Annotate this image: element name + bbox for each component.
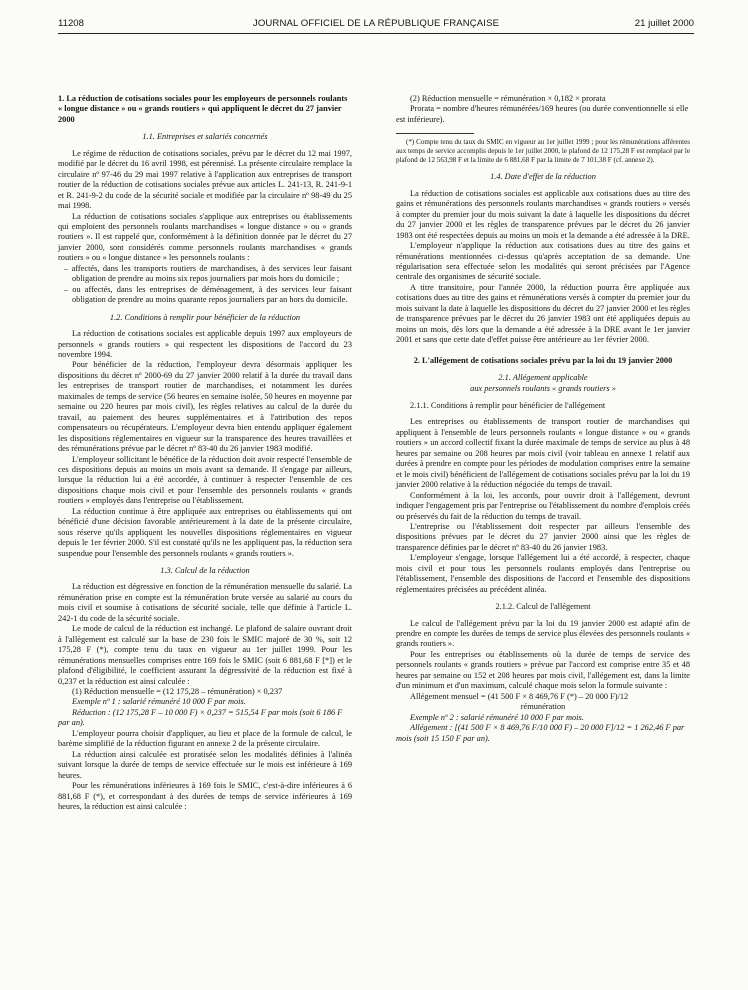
paragraph: L'employeur n'applique la réduction aux cotisations dues au titre des gains et rémunérations mentionnées ci-dessus qu'après acceptation de sa demande. Une régularisation sera effectuée selon les modalités qui seront précisées par l'Agence centrale des organismes de sécurité sociale. [396, 241, 690, 282]
list-item: – affectés, dans les transports routiers de marchandises, à des services leur faisant obligation de prendre au moins six repos journaliers par mois hors du domicile ; [64, 263, 352, 284]
paragraph: La réduction est dégressive en fonction de la rémunération mensuelle du salarié. La rémunération prise en compte est la rémunération brute versée au salarié au cours du mois civil et soumise à cotisations de sécurité sociale, telle que définie à l'article L. 242-1 du code de la sécurité sociale. [58, 582, 352, 623]
paragraph: Pour bénéficier de la réduction, l'employeur devra désormais appliquer les dispositions du décret nº 2000-69 du 27 janvier 2000 relatif à la durée du travail dans les entreprises de transport routier de marchandises, et notamment les durées maximales de temps de service (56 heures en semaine isolée, 50 heures en moyenne par semaine ou 220 heures par mois civil), les règles relatives au calcul de la durée du travail, au paiement des heures supplémentaires et à l'attribution des repos compensateurs ou récupérateurs. L'employeur devra bien entendu appliquer également les dispositions réglementaires en vigueur sur la transparence des heures travaillées et des rémunérations prévue par le décret nº 83-40 du 26 janvier 1983 modifié. [58, 360, 352, 454]
paragraph: L'employeur pourra choisir d'appliquer, au lieu et place de la formule de calcul, le barème simplifié de la réduction figurant en annexe 2 de la présente circulaire. [58, 728, 352, 749]
paragraph: Le régime de réduction de cotisations sociales, prévu par le décret du 12 mai 1997, modifié par le décret du 16 avril 1998, est pérennisé. La présente circulaire remplace la circulaire nº 97-46 du 29 mai 1997 relative à l'application aux entreprises de transport routier de la réduction de cotisations sociales prévue aux articles L. 241-13, R. 241-9-1 et R. 241-9-2 du code de la sécurité sociale et modifiée par la circulaire nº 98-49 du 25 mai 1998. [58, 148, 352, 211]
section-2-1-1-title: 2.1.1. Conditions à remplir pour bénéficier de l'allégement [410, 400, 606, 410]
page-header [58, 18, 694, 32]
paragraph: Le calcul de l'allégement prévu par la loi du 19 janvier 2000 est adapté afin de prendre en compte les durées de temps de service plus élevées des personnels roulants « grands routiers ». [396, 618, 690, 649]
paragraph: Les entreprises ou établissements de transport routier de marchandises qui appliquent à l'ensemble de leurs personnels roulants « longue distance » ou « grands routiers » un accord collectif fixant la durée maximale de temps de service au plus à 48 heures par semaine ou 208 heures par mois civil (voir tableau en annexe 1 relatif aux durées à prendre en compte pour les périodes de modulation comprises entre la semaine et le mois civil) bénéficient de l'allégement de cotisations sociales prévu par la loi du 19 janvier 2000 relative à la réduction négociée du temps de travail. [396, 417, 690, 490]
header-rule [58, 33, 694, 34]
journal-title: JOURNAL OFFICIEL DE LA RÉPUBLIQUE FRANÇAISE [252, 18, 500, 29]
paragraph: Pour les rémunérations inférieures à 169 fois le SMIC, c'est-à-dire inférieures à 6 881,68 F (*), et correspondant à des durées de temps de service inférieures à 169 heures, la réduction est ainsi calculée : [58, 781, 352, 811]
paragraph: La réduction de cotisations sociales s'applique aux entreprises ou établissements qui emploient des personnels roulants marchandises « longue distance » ou « grands routiers ». Il est rappelé que, conformément à la définition donnée par le décret du 27 janvier 2000, sont considérés comme personnels roulants marchandises « grands routiers » ou « longue distance » les personnels roulants : [58, 211, 352, 263]
example-2: Exemple nº 2 : salarié rémunéré 10 000 F par mois. [410, 712, 584, 722]
formula-2: (2) Réduction mensuelle = rémunération × 0,182 × prorata [410, 94, 606, 103]
page-number: 11208 [58, 18, 84, 29]
paragraph: Conformément à la loi, les accords, pour ouvrir droit à l'allégement, devront indiquer l'engagement pris par l'entreprise ou l'établissement du nombre d'emplois créés ou préservés du fait de la réduction du temps de travail. [396, 490, 690, 521]
issue-date: 21 juillet 2000 [634, 18, 694, 29]
example-1-calc: Réduction : (12 175,28 F – 10 000 F) × 0,237 = 515,54 F par mois (soit 6 186 F par an). [58, 707, 343, 728]
formula-2-prorata: Prorata = nombre d'heures rémunérées/169 heures (ou durée conventionnelle si elle est inférieure). [396, 104, 689, 124]
left-column [58, 94, 352, 812]
section-2-title: 2. L'allégement de cotisations sociales prévu par la loi du 19 janvier 2000 [413, 355, 673, 365]
list-item: – ou affectés, dans les entreprises de déménagement, à des services leur faisant obligation de prendre au moins quarante repos journaliers par an hors du domicile. [64, 284, 352, 305]
footnote-rule [396, 133, 474, 134]
example-2-calc: Allégement : [(41 500 F × 8 469,76 F/10 000 F) – 20 000 F]/12 = 1 262,46 F par mois (soit 15 150 F par an). [396, 723, 685, 743]
paragraph: La réduction continue à être appliquée aux entreprises ou établissements qui ont bénéficié d'une décision favorable antérieurement à la date de la présente circulaire, sous réserve qu'ils appliquent les nouvelles dispositions réglementaires en vigueur depuis le 1er février 2000. S'il est constaté qu'ils ne les appliquent pas, la réduction sera suspendue pour l'ensemble des personnels roulants « grands routiers ». [58, 506, 352, 558]
formula-3: Allégement mensuel = (41 500 F × 8 469,76 F (*) – 20 000 F)/12 [410, 691, 629, 701]
section-1-2-title: 1.2. Conditions à remplir pour bénéficier de la réduction [109, 312, 301, 322]
right-column [396, 94, 690, 744]
formula-1: (1) Réduction mensuelle = (12 175,28 – rémunération) × 0,237 [72, 687, 283, 697]
paragraph: L'employeur s'engage, lorsque l'allégement lui a été accordé, à respecter, chaque mois civil et pour tous les personnels roulants employés dans l'entreprise ou l'établissement, l'ensemble des dispositions de l'accord et l'ensemble des dispositions réglementaires précisées au précédent alinéa. [396, 553, 690, 594]
footnote: (*) Compte tenu du taux du SMIC en vigueur au 1er juillet 1999 ; pour les rémunérations afférentes aux temps de service accomplis depuis le 1er juillet 2000, le plafond de 12 175,28 F est remplacé par le plafond de 12 563,98 F et la limite de 6 881,68 F par la limite de 7 101,38 F (cf. annexe 2). [396, 138, 690, 165]
section-2-1-2-title: 2.1.2. Calcul de l'allégement [495, 602, 591, 612]
paragraph: A titre transitoire, pour l'année 2000, la réduction pourra être appliquée aux cotisations dues au titre des gains et rémunérations versés à compter du premier jour du mois suivant la date à laquelle les dispositions du décret du 27 janvier 2000 et les règles de transparence prévues par le décret du 26 janvier 1983 ont été appliquées depuis au moins un mois, dès lors que la demande a été adressée à la DRE avant le 1er janvier 2001 et sans que cette date d'effet puisse être antérieure au 1er février 2000. [396, 282, 690, 345]
paragraph: Pour les entreprises ou établissements où la durée de temps de service des personnels roulants « grands routiers » prévue par l'accord est comprise entre 35 et 48 heures par semaine ou 152 et 208 heures par mois civil, l'allégement est, dans la limite d'un minimum et d'un maximum, calculé chaque mois selon la formule suivante : [396, 649, 690, 691]
section-1-4-title: 1.4. Date d'effet de la réduction [490, 172, 596, 182]
formula-3-denominator: rémunération [520, 702, 566, 712]
section-1-title: 1. La réduction de cotisations sociales pour les employeurs de personnels roulants « longue distance » ou « grands routiers » qui appliquent le décret du 27 janvier 2000 [58, 94, 348, 124]
paragraph: L'entreprise ou l'établissement doit respecter par ailleurs l'ensemble des dispositions prévues par le décret du 27 janvier 2000 ainsi que les règles de transparence définies par le décret nº 83-40 du 26 janvier 1983. [396, 521, 690, 552]
example-1: Exemple nº 1 : salarié rémunéré 10 000 F par mois. [72, 697, 246, 707]
paragraph: Le mode de calcul de la réduction est inchangé. Le plafond de salaire ouvrant droit à l'allègement est calculé sur la base de 230 fois le SMIC majoré de 30 %, soit 12 175,28 F (*), compte tenu du taux en vigueur au 1er juillet 1999. Pour les rémunérations mensuelles comprises entre 169 fois le SMIC (soit 6 881,68 F [*]) et le plafond d'éligibilité, le coefficient assurant la dégressivité de la réduction est fixé à 0,237 et la réduction est ainsi calculée : [58, 624, 352, 686]
section-1-3-title: 1.3. Calcul de la réduction [160, 566, 250, 576]
section-2-1-title: 2.1. Allégement applicable [498, 373, 588, 383]
paragraph: L'employeur sollicitant le bénéfice de la réduction doit avoir respecté l'ensemble de ces dispositions depuis au moins un mois avant sa demande. Il s'engage par ailleurs, lorsque la réduction lui a été accordée, à continuer à respecter l'ensemble de ces dispositions chaque mois civil et pour l'ensemble des personnels roulants « grands routiers » employés dans l'entreprise ou l'établissement. [58, 454, 352, 506]
paragraph: La réduction ainsi calculée est proratisée selon les modalités définies à l'alinéa suivant lorsque la durée de temps de service effectuée sur le mois est inférieure à 169 heures. [58, 749, 352, 780]
section-2-1-subtitle: aux personnels roulants « grands routiers » [470, 383, 616, 393]
section-1-1-title: 1.1. Entreprises et salariés concernés [142, 132, 268, 142]
paragraph: La réduction de cotisations sociales est applicable depuis 1997 aux employeurs de personnels « grands routiers » qui respectent les dispositions de l'accord du 23 novembre 1994. [58, 329, 352, 359]
paragraph: La réduction de cotisations sociales est applicable aux cotisations dues au titre des gains et rémunérations des personnels roulants marchandises « grands routiers » versés à compter du premier jour du mois suivant la date à laquelle les dispositions du décret du 27 janvier 2000 et les règles de transparence prévues par le décret du 26 janvier 1983 ont été respectées depuis au moins un mois et la demande a été adressée à la DRE. [396, 188, 690, 240]
